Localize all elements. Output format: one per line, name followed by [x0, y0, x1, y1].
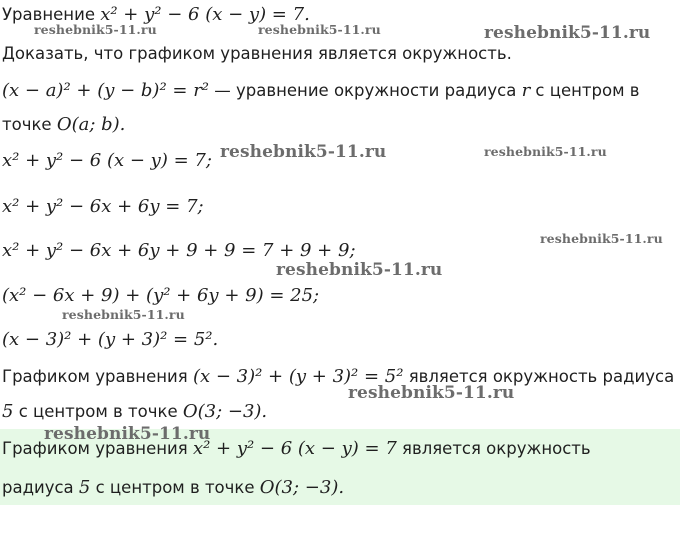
theory-line-1: (x − a)² + (y − b)² = r² — уравнение окружности радиуса r с центром в [2, 80, 640, 101]
circle-formula: (x − a)² + (y − b)² = r² [2, 80, 210, 101]
watermark: reshebnik5-11.ru [276, 260, 443, 280]
step-2: x² + y² − 6x + 6y = 7; [2, 196, 204, 217]
watermark: reshebnik5-11.ru [348, 383, 515, 403]
conclusion-line-2: 5 с центром в точке O(3; −3). [2, 401, 268, 422]
theory-line-2: точке O(a; b). [2, 114, 126, 135]
watermark: reshebnik5-11.ru [258, 22, 381, 37]
watermark: reshebnik5-11.ru [484, 23, 651, 43]
step-4: (x² − 6x + 9) + (y² + 6y + 9) = 25; [2, 285, 320, 306]
watermark: reshebnik5-11.ru [484, 144, 607, 159]
step-1: x² + y² − 6 (x − y) = 7; [2, 150, 212, 171]
watermark: reshebnik5-11.ru [44, 424, 211, 444]
center-notation: O(a; b). [56, 114, 126, 135]
answer-line-2: радиуса 5 с центром в точке O(3; −3). [2, 477, 345, 498]
watermark: reshebnik5-11.ru [62, 307, 185, 322]
watermark: reshebnik5-11.ru [220, 142, 387, 162]
task-statement: Доказать, что графиком уравнения является окружность. [2, 44, 512, 63]
conclusion-line-1: Графиком уравнения (x − 3)² + (y + 3)² = 5² является окружность радиуса [2, 366, 675, 387]
watermark: reshebnik5-11.ru [34, 22, 157, 37]
title-equation: x² + y² − 6 (x − y) = 7. [100, 4, 310, 25]
answer-line-1: Графиком уравнения x² + y² − 6 (x − y) = 7 является окружность [2, 438, 591, 459]
task-title: Уравнение x² + y² − 6 (x − y) = 7. [2, 4, 310, 25]
step-5: (x − 3)² + (y + 3)² = 5². [2, 329, 219, 350]
step-3: x² + y² − 6x + 6y + 9 + 9 = 7 + 9 + 9; [2, 240, 356, 261]
conclusion-equation: (x − 3)² + (y + 3)² = 5² [192, 366, 404, 387]
watermark: reshebnik5-11.ru [540, 231, 663, 246]
answer-equation: x² + y² − 6 (x − y) = 7 [192, 438, 397, 459]
